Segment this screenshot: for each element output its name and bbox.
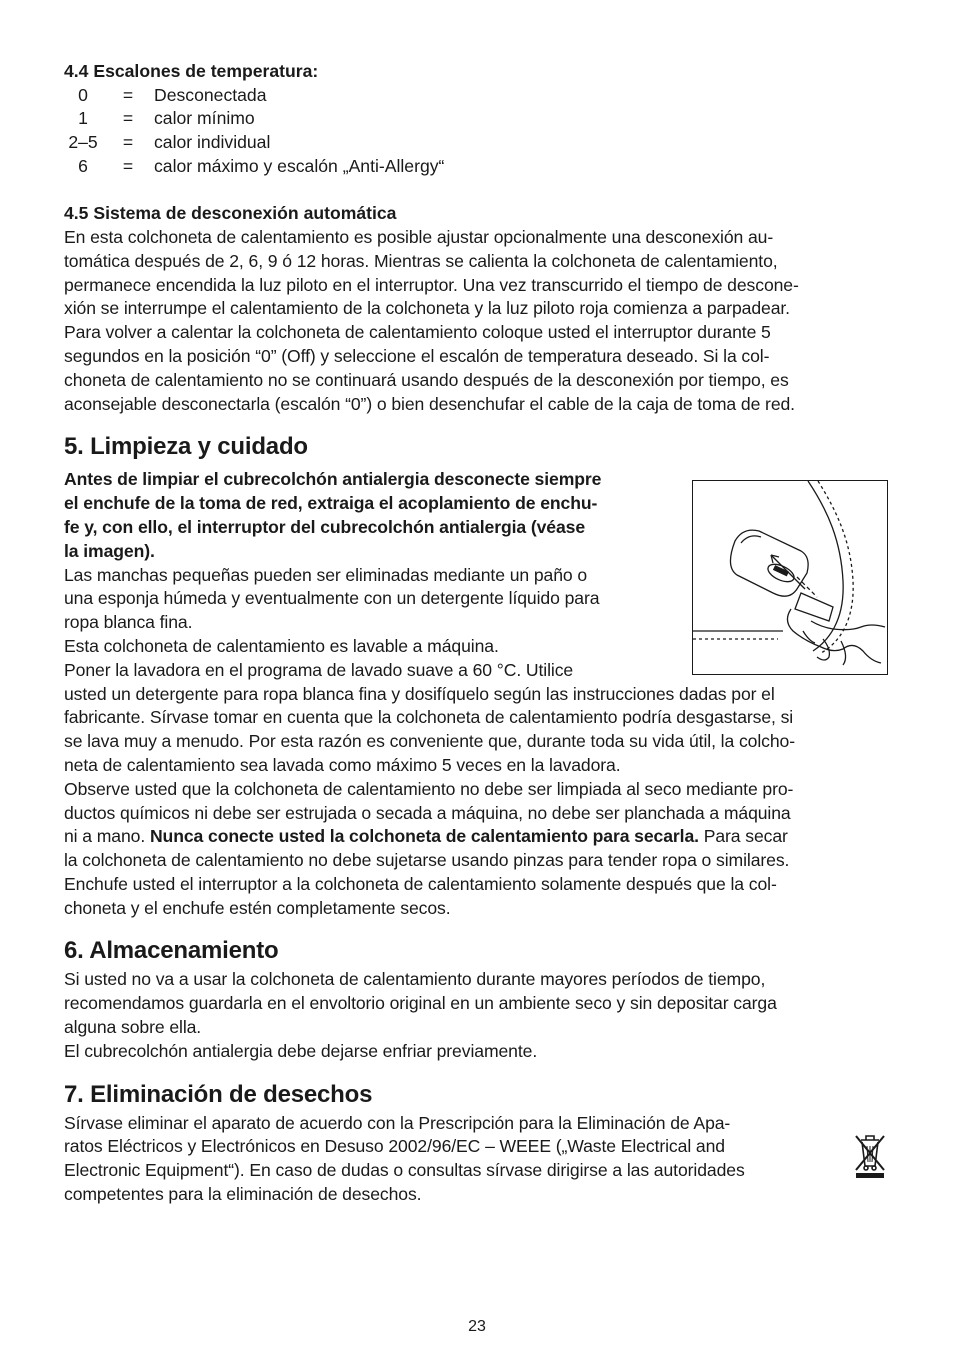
text-fragment: Para secar [698, 826, 788, 847]
temperature-level: 0 [78, 84, 88, 105]
temperature-description: Desconectada [154, 84, 267, 105]
text-line: competentes para la eliminación de desechos. [64, 1184, 422, 1205]
temperature-levels-table [64, 84, 888, 178]
text-line: ropa blanca fina. [64, 612, 193, 633]
text-line: neta de calentamiento sea lavada como máximo 5 veces en la lavadora. [64, 754, 621, 775]
text-line: ratos Eléctricos y Electrónicos en Desuso 2002/96/EC – WEEE („Waste Electrical and [64, 1136, 725, 1157]
section-4-5-body [64, 226, 888, 416]
temperature-level: 1 [78, 108, 88, 129]
weee-crossed-bin-icon [852, 1130, 888, 1180]
section-4-5-title: 4.5 Sistema de desconexión automática [64, 203, 397, 224]
text-line: alguna sobre ella. [64, 1017, 202, 1038]
temperature-row [64, 155, 888, 179]
section-6-title: 6. Almacenamiento [64, 937, 279, 965]
text-line: Para volver a calentar la colchoneta de calentamiento coloque usted el interruptor durante 5 [64, 322, 771, 343]
text-line: Electronic Equipment“). En caso de dudas o consultas sírvase dirigirse a las autoridades [64, 1160, 745, 1181]
temperature-level: 6 [78, 155, 88, 176]
bold-warning: Nunca conecte usted la colchoneta de calentamiento para secarla. [149, 826, 699, 847]
temperature-description: calor mínimo [154, 108, 255, 129]
text-line: choneta y el enchufe estén completamente secos. [64, 897, 451, 918]
text-line: el enchufe de la toma de red, extraiga el acoplamiento de enchu- [64, 493, 598, 514]
weee-bin-svg [852, 1130, 888, 1180]
text-line: choneta de calentamiento no se continuará usando después de la desconexión por tiempo, es [64, 369, 789, 390]
text-line: la imagen). [64, 540, 155, 561]
text-line: usted un detergente para ropa blanca fina y dosifíquelo según las instrucciones dadas por el [64, 683, 775, 704]
section-5-title: 5. Limpieza y cuidado [64, 433, 308, 461]
text-line: Poner la lavadora en el programa de lavado suave a 60 °C. Utilice [64, 659, 574, 680]
text-line: aconsejable desconectarla (escalón “0”) o bien desenchufar el cable de la caja de toma de red. [64, 393, 795, 414]
text-line: una esponja húmeda y eventualmente con un detergente líquido para [64, 588, 600, 609]
temperature-row [64, 84, 888, 108]
plug-unplug-illustration [692, 480, 888, 675]
plug-hand-icon [693, 481, 887, 674]
text-line: Enchufe usted el interruptor a la colchoneta de calentamiento solamente después que la col- [64, 873, 777, 894]
text-line: El cubrecolchón antialergia debe dejarse enfriar previamente. [64, 1040, 538, 1061]
temperature-row [64, 131, 888, 155]
text-line: fe y, con ello, el interruptor del cubrecolchón antialergia (véase [64, 516, 586, 537]
text-line: xión se interrumpe el calentamiento de la colchoneta y la luz piloto roja comienza a parpadear. [64, 298, 790, 319]
section-6-body [64, 968, 888, 1063]
text-line: Antes de limpiar el cubrecolchón antialergia desconecte siempre [64, 469, 602, 490]
section-7-body [64, 1112, 888, 1207]
equals-sign: = [122, 84, 134, 105]
text-line: fabricante. Sírvase tomar en cuenta que la colchoneta de calentamiento podría desgastarse, si [64, 707, 794, 728]
text-line: En esta colchoneta de calentamiento es posible ajustar opcionalmente una desconexión au- [64, 226, 774, 247]
text-line: segundos en la posición “0” (Off) y seleccione el escalón de temperatura deseado. Si la col- [64, 345, 770, 366]
page-number: 23 [468, 1318, 486, 1335]
text-fragment: ni a mano. [64, 826, 150, 847]
text-line: Si usted no va a usar la colchoneta de calentamiento durante mayores períodos de tiempo, [64, 969, 766, 990]
equals-sign: = [122, 108, 134, 129]
text-line: Las manchas pequeñas pueden ser eliminadas mediante un paño o [64, 564, 588, 585]
text-line-mixed [64, 825, 888, 849]
text-line: tomática después de 2, 6, 9 ó 12 horas. Mientras se calienta la colchoneta de calentamiento, [64, 250, 778, 271]
text-line: permanece encendida la luz piloto en el interruptor. Una vez transcurrido el tiempo de descone- [64, 274, 799, 295]
temperature-row [64, 107, 888, 131]
section-7-title: 7. Eliminación de desechos [64, 1080, 373, 1108]
text-line: la colchoneta de calentamiento no debe sujetarse usando pinzas para tender ropa o similares. [64, 850, 790, 871]
temperature-level: 2–5 [68, 131, 98, 152]
text-line: Observe usted que la colchoneta de calentamiento no debe ser limpiada al seco mediante pro- [64, 778, 794, 799]
equals-sign: = [122, 131, 134, 152]
text-line: ductos químicos ni debe ser estrujada o secada a máquina, no debe ser planchada a máquina [64, 802, 791, 823]
temperature-description: calor individual [154, 131, 271, 152]
text-line: se lava muy a menudo. Por esta razón es conveniente que, durante toda su vida útil, la colcho- [64, 731, 795, 752]
equals-sign: = [122, 155, 134, 176]
text-line: recomendamos guardarla en el envoltorio original en un ambiente seco y sin depositar carga [64, 993, 777, 1014]
text-line: Sírvase eliminar el aparato de acuerdo con la Prescripción para la Eliminación de Apa- [64, 1112, 731, 1133]
text-line: Esta colchoneta de calentamiento es lavable a máquina. [64, 635, 499, 656]
section-4-4-title: 4.4 Escalones de temperatura: [64, 61, 319, 81]
temperature-description: calor máximo y escalón „Anti-Allergy“ [154, 155, 445, 176]
